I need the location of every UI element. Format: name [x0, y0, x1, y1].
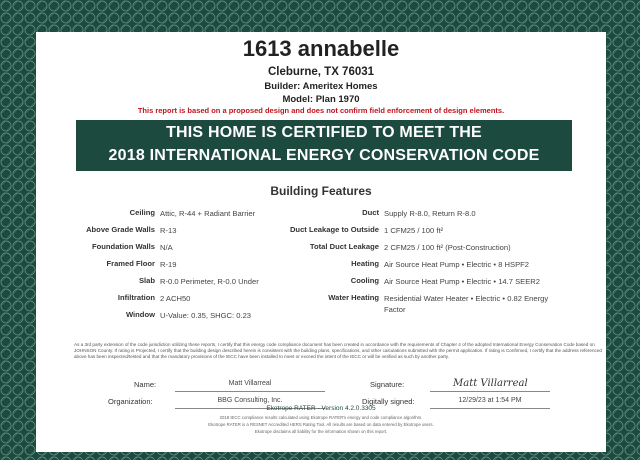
- footer-line-2: Ekotrope RATER is a RESNET Accredited HERS Rating Tool. All results are based on data entered by Ekotrope users.: [208, 422, 434, 427]
- feature-label: Water Heating: [328, 293, 379, 302]
- feature-value: 2 CFM25 / 100 ft² (Post-Construction): [384, 243, 511, 252]
- home-address: 1613 annabelle: [242, 36, 400, 61]
- feature-label: Window: [125, 310, 155, 319]
- certification-statement: As a 3rd party extension of the code jurisdiction utilizing these reports, I certify that this energy code compliance document has been created in accordance with the requirements of Chapter 4 of the adopted International Energy Conservation Code based on JOHNSON County. If rating is Projected, I certify that the building design described herein is consistent with the building plans, specifications, and other calculations submitted with the permit application. If rating is Confirmed, I certify that the address referenced above has been inspected/tested and that the mandatory provisions of the IECC have been installed to meet or exceed the intent of the IECC or will be verified as such by another party.: [74, 342, 602, 360]
- footer-line-3: Ekotrope disclaims all liability for the information shown on this report.: [254, 429, 388, 434]
- feature-label: Ceiling: [129, 208, 155, 217]
- feature-label: Above Grade Walls: [86, 225, 155, 234]
- certificate-paper: [36, 32, 606, 452]
- building-features-title: Building Features: [270, 184, 372, 198]
- feature-label: Infiltration: [117, 293, 155, 302]
- digitally-signed-label: Digitally signed:: [362, 397, 415, 406]
- feature-label: Duct: [362, 208, 379, 217]
- organization-label: Organization:: [108, 397, 153, 406]
- feature-label: Total Duct Leakage: [309, 242, 379, 251]
- name-label: Name:: [134, 380, 157, 389]
- design-warning: This report is based on a proposed design and does not confirm field enforcement of design elements.: [137, 106, 505, 115]
- name-value: Matt Villarreal: [228, 380, 272, 387]
- feature-label: Cooling: [350, 276, 379, 285]
- feature-label: Foundation Walls: [92, 242, 155, 251]
- organization-value: BBG Consulting, Inc.: [217, 397, 283, 404]
- digitally-signed-value: 12/29/23 at 1:54 PM: [458, 397, 522, 404]
- feature-label: Slab: [138, 276, 155, 285]
- certification-banner: [76, 120, 572, 171]
- feature-value: Residential Water Heater • Electric • 0.82 Energy Factor: [384, 294, 549, 314]
- feature-value: U-Value: 0.35, SHGC: 0.23: [160, 311, 252, 320]
- feature-value: N/A: [160, 243, 173, 252]
- feature-value: R-19: [160, 260, 177, 269]
- signature-value: Matt Villarreal: [453, 378, 528, 389]
- feature-value: R-0.0 Perimeter, R-0.0 Under: [160, 277, 259, 286]
- feature-label: Framed Floor: [106, 259, 155, 268]
- city-state-zip: Cleburne, TX 76031: [267, 66, 375, 78]
- feature-label: Heating: [351, 259, 379, 268]
- feature-value: R-13: [160, 226, 177, 235]
- signature-underline: [430, 391, 550, 392]
- banner-line-1: THIS HOME IS CERTIFIED TO MEET THE: [166, 124, 482, 141]
- model-name: Model: Plan 1970: [282, 94, 360, 105]
- banner-line-2: 2018 INTERNATIONAL ENERGY CONSERVATION CODE: [108, 147, 540, 164]
- footer-line-1: 2018 IECC compliance results calculated using Ekotrope RATER's energy and code compliance algorithm.: [219, 415, 423, 420]
- feature-value: Attic, R-44 + Radiant Barrier: [160, 209, 256, 218]
- signature-label: Signature:: [370, 380, 405, 389]
- builder-name: Builder: Ameritex Homes: [264, 81, 378, 92]
- name-underline: [175, 391, 325, 392]
- feature-value: Air Source Heat Pump • Electric • 8 HSPF2: [384, 260, 530, 269]
- feature-value: Supply R-8.0, Return R-8.0: [384, 209, 476, 218]
- feature-value: 1 CFM25 / 100 ft²: [384, 226, 444, 235]
- feature-value: 2 ACH50: [160, 294, 191, 303]
- feature-value: Air Source Heat Pump • Electric • 14.7 SEER2: [384, 277, 540, 286]
- ekotrope-version: Ekotrope RATER - Version 4.2.0.3305: [266, 405, 376, 412]
- feature-label: Duct Leakage to Outside: [289, 225, 379, 234]
